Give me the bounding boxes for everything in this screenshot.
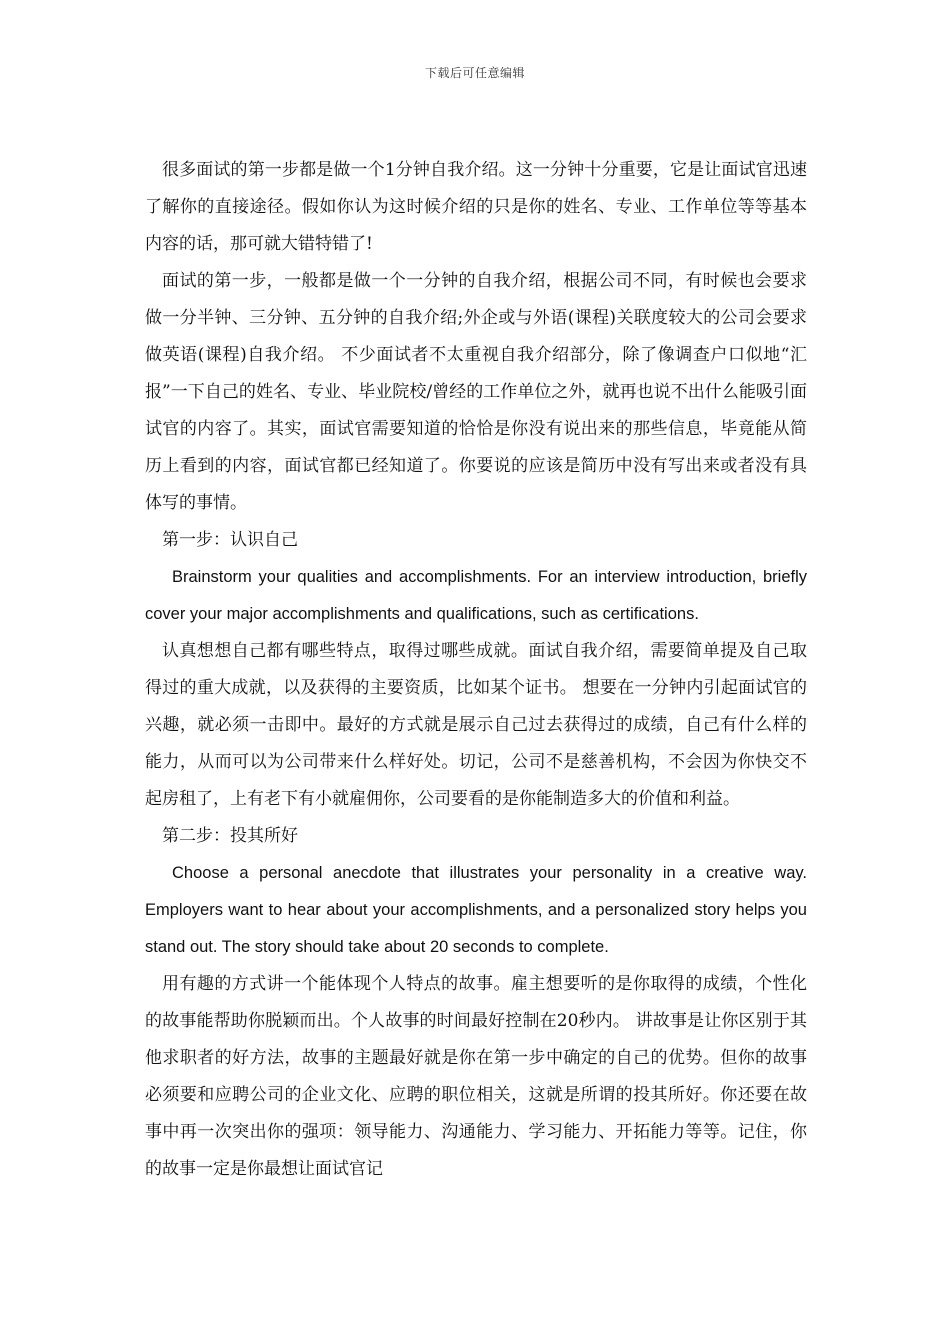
paragraph-story: 用有趣的方式讲一个能体现个人特点的故事。雇主想要听的是你取得的成绩，个性化的故事能帮助你脱颖而出。个人故事的时间最好控制在20秒内。 讲故事是让你区别于其他求职者的好方法，故事的主题最好就是你在第一步中确定的自己的优势。但你的故事必须要和应聘公司的企业文化、应聘的职位相关，这就是所谓的投其所好。你还要在故事中再一次突出你的强项：领导能力、沟通能力、学习能力、开拓能力等等。记住，你的故事一定是你最想让面试官记: [145, 974, 807, 1179]
document-body: [145, 152, 807, 1188]
step-one-heading: 第一步：认识自己: [162, 530, 298, 550]
paragraph-know-yourself: 认真想想自己都有哪些特点，取得过哪些成就。面试自我介绍，需要简单提及自己取得过的重大成就，以及获得的主要资质，比如某个证书。 想要在一分钟内引起面试官的兴趣，就必须一击即中。最好的方式就是展示自己过去获得过的成绩，自己有什么样的能力，从而可以为公司带来什么样好处。切记，公司不是慈善机构，不会因为你快交不起房租了，上有老下有小就雇佣你，公司要看的是你能制造多大的价值和利益。: [145, 641, 807, 809]
english-paragraph-2: Choose a personal anecdote that illustrates your personality in a creative way. Employers want to hear about your accomplishments, and a personalized story helps you stand out. The story should take about 20 seconds to complete.: [145, 864, 807, 956]
step-two-heading: 第二步：投其所好: [162, 826, 298, 846]
page-header: 下载后可任意编辑: [424, 66, 525, 80]
paragraph-intro: 很多面试的第一步都是做一个1分钟自我介绍。这一分钟十分重要，它是让面试官迅速了解你的直接途径。假如你认为这时候介绍的只是你的姓名、专业、工作单位等等基本内容的话，那可就大错特错了!: [145, 160, 807, 254]
english-paragraph-1: Brainstorm your qualities and accomplishments. For an interview introduction, briefly cover your major accomplishments and qualifications, such as certifications.: [145, 568, 807, 623]
paragraph-first-step: 面试的第一步，一般都是做一个一分钟的自我介绍，根据公司不同，有时候也会要求做一分半钟、三分钟、五分钟的自我介绍;外企或与外语(课程)关联度较大的公司会要求做英语(课程)自我介绍。 不少面试者不太重视自我介绍部分，除了像调查户口似地“汇报”一下自己的姓名、专业、毕业院校/曾经的工作单位之外，就再也说不出什么能吸引面试官的内容了。其实，面试官需要知道的恰恰是你没有说出来的那些信息，毕竟能从简历上看到的内容，面试官都已经知道了。你要说的应该是简历中没有写出来或者没有具体写的事情。: [145, 271, 807, 513]
